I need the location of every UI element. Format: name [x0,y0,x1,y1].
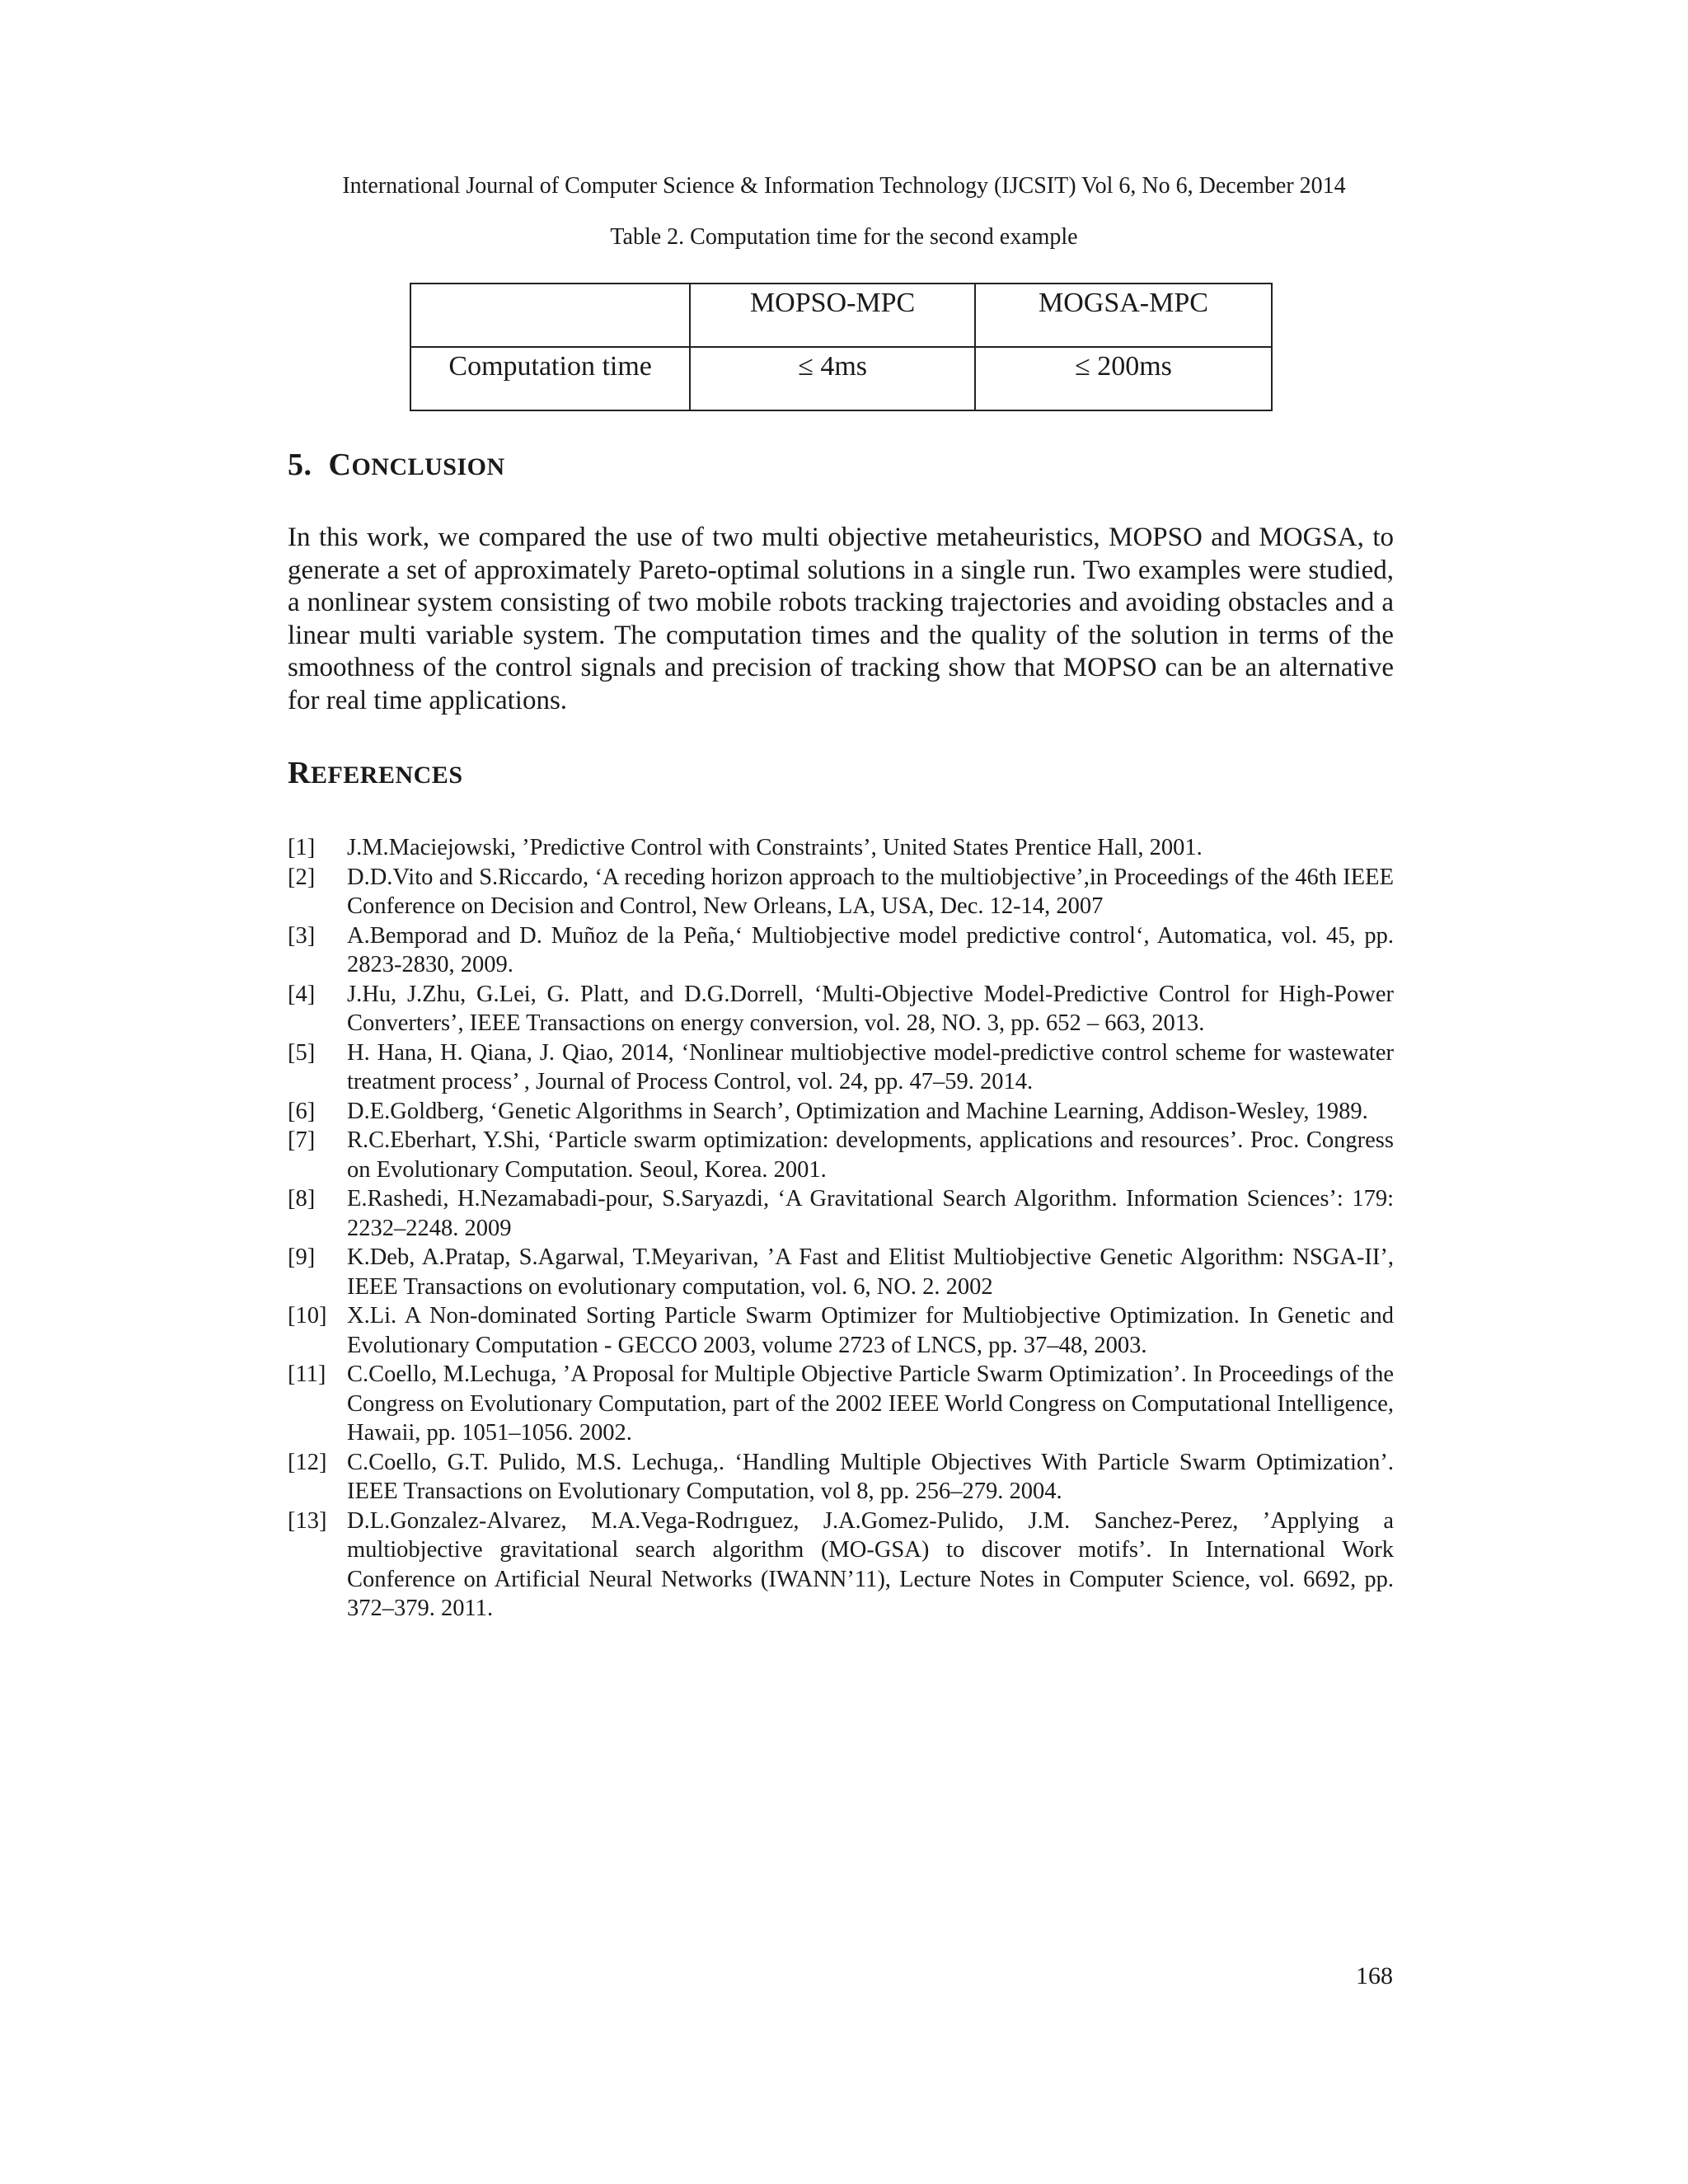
list-item [288,1507,1394,1624]
table-header-cell-empty [410,284,690,347]
list-item [288,863,1394,921]
conclusion-heading [288,445,505,487]
heading-rest: EFERENCES [310,762,463,789]
reference-number: [10] [288,1303,327,1329]
reference-text: A.Bemporad and D. Muñoz de la Peña,‘ Multiobjective model predictive control‘, Automatica, vol. 45, pp. 2823-2830, 2009. [347,922,1394,977]
reference-text: H. Hana, H. Qiana, J. Qiao, 2014, ‘Nonlinear multiobjective model-predictive control scheme for wastewater treatment process’ , Journal of Process Control, vol. 24, pp. 47–59. 2014. [347,1039,1394,1094]
reference-text: J.M.Maciejowski, ’Predictive Control with Constraints’, United States Prentice Hall, 2001. [347,835,1203,860]
table-cell-mogsa-value: ≤ 200ms [975,347,1272,410]
table-caption: Table 2. Computation time for the second example [610,224,1078,250]
heading-rest: ONCLUSION [351,453,505,480]
heading-initial: C [328,448,352,482]
list-item [288,1301,1394,1360]
reference-text: R.C.Eberhart, Y.Shi, ‘Particle swarm optimization: developments, applications and resources’. Proc. Congress on Evolutionary Computation. Seoul, Korea. 2001. [347,1127,1394,1183]
reference-list [288,833,1394,1624]
list-item [288,1097,1394,1127]
reference-number: [4] [288,981,316,1007]
list-item [288,921,1394,980]
reference-number: [3] [288,922,316,949]
reference-number: [7] [288,1127,316,1153]
reference-text: K.Deb, A.Pratap, S.Agarwal, T.Meyarivan, ’A Fast and Elitist Multiobjective Genetic Algorithm: NSGA-II’, IEEE Transactions on evolutionary computation, vol. 6, NO. 2. 2002 [347,1244,1394,1300]
page-number: 168 [1356,1962,1393,1990]
list-item [288,1360,1394,1448]
reference-number: [5] [288,1039,316,1066]
conclusion-paragraph: In this work, we compared the use of two multi objective metaheuristics, MOPSO and MOGSA, to generate a set of approximately Pareto-optimal solutions in a single run. Two examples were studied, a nonlinear system consisting of two mobile robots tracking trajectories and avoiding obstacles and a linear multi variable system. The computation times and the quality of the solution in terms of the smoothness of the control signals and precision of tracking show that MOPSO can be an alternative for real time applications. [288,523,1394,715]
reference-text: X.Li. A Non-dominated Sorting Particle Swarm Optimizer for Multiobjective Optimization. In Genetic and Evolutionary Computation - GECCO 2003, volume 2723 of LNCS, pp. 37–48, 2003. [347,1303,1394,1358]
reference-text: E.Rashedi, H.Nezamabadi-pour, S.Saryazdi, ‘A Gravitational Search Algorithm. Information Sciences’: 179: 2232–2248. 2009 [347,1186,1394,1241]
reference-number: [1] [288,835,316,860]
table-header-row [410,284,1272,347]
table-cell-mopso-value: ≤ 4ms [690,347,975,410]
reference-number: [8] [288,1186,316,1212]
table-header-mogsa-mpc: MOGSA-MPC [975,284,1272,347]
reference-number: [6] [288,1098,316,1124]
computation-time-table [410,283,1273,411]
list-item [288,980,1394,1038]
reference-number: [11] [288,1361,326,1387]
heading-initial: R [288,756,311,790]
reference-number: [9] [288,1244,316,1270]
reference-number: [12] [288,1449,327,1475]
list-item [288,833,1394,863]
reference-number: [2] [288,864,316,890]
running-header: International Journal of Computer Science & Information Technology (IJCSIT) Vol 6, No 6, December 2014 [342,173,1346,199]
table-header-mopso-mpc: MOPSO-MPC [690,284,975,347]
reference-text: J.Hu, J.Zhu, G.Lei, G. Platt, and D.G.Dorrell, ‘Multi-Objective Model-Predictive Control for High-Power Converters’, IEEE Transactions on energy conversion, vol. 28, NO. 3, pp. 652 – 663, 2013. [347,981,1394,1036]
list-item [288,1126,1394,1184]
reference-text: C.Coello, G.T. Pulido, M.S. Lechuga,. ‘Handling Multiple Objectives With Particle Swarm Optimization’. IEEE Transactions on Evolutionary Computation, vol 8, pp. 256–279. 2004. [347,1449,1394,1504]
reference-text: D.D.Vito and S.Riccardo, ‘A receding horizon approach to the multiobjective’,in Proceedings of the 46th IEEE Conference on Decision and Control, New Orleans, LA, USA, Dec. 12-14, 2007 [347,864,1394,919]
table-row [410,347,1272,410]
list-item [288,1038,1394,1097]
reference-text: D.L.Gonzalez-Alvarez, M.A.Vega-Rodrıguez, J.A.Gomez-Pulido, J.M. Sanchez-Perez, ’Applying a multiobjective gravitational search algorithm (MO-GSA) to discover motifs’. In International Work Conference on Artificial Neural Networks (IWANN’11), Lecture Notes in Computer Science, vol. 6692, pp. 372–379. 2011. [347,1507,1394,1621]
reference-number: [13] [288,1507,327,1534]
table-row-label: Computation time [410,347,690,410]
reference-text: C.Coello, M.Lechuga, ’A Proposal for Multiple Objective Particle Swarm Optimization’. In Proceedings of the Congress on Evolutionary Computation, part of the 2002 IEEE World Congress on Computational Intelligence, Hawaii, pp. 1051–1056. 2002. [347,1361,1394,1446]
list-item [288,1448,1394,1507]
references-heading [288,753,463,795]
list-item [288,1243,1394,1301]
list-item [288,1184,1394,1243]
section-number: 5. [288,448,312,482]
reference-text: D.E.Goldberg, ‘Genetic Algorithms in Search’, Optimization and Machine Learning, Addison-Wesley, 1989. [347,1098,1368,1124]
